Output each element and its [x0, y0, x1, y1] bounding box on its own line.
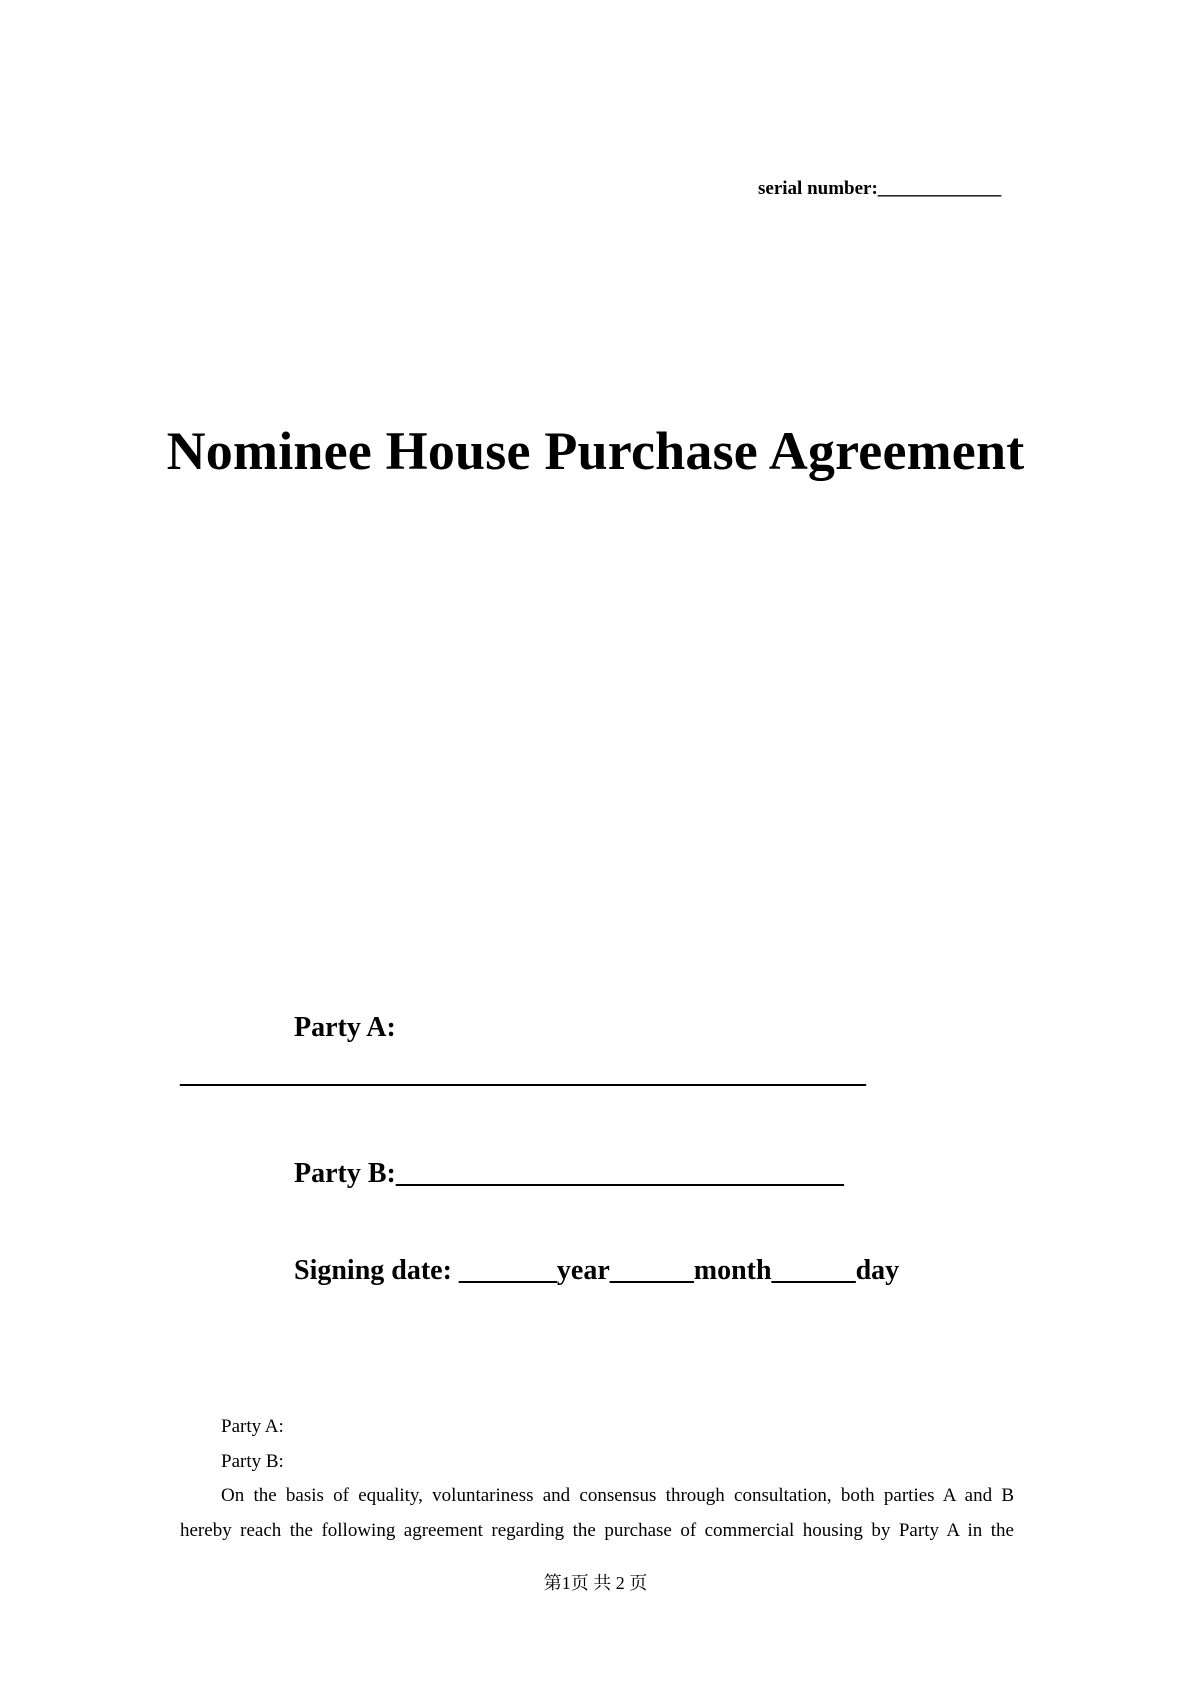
party-a-blank-line: _________________________________________________: [180, 1058, 866, 1089]
page-number-footer: 第1页 共 2 页: [543, 1573, 648, 1593]
agreement-paragraph-line-2: hereby reach the following agreement regarding the purchase of commercial housing by Party A in the: [180, 1520, 1014, 1541]
signing-date-field: Signing date: _______year______month______day: [294, 1255, 900, 1286]
body-party-b: Party B:: [221, 1451, 284, 1472]
document-title: Nominee House Purchase Agreement: [166, 421, 1025, 481]
body-party-a: Party A:: [221, 1416, 284, 1437]
agreement-paragraph-line-1: On the basis of equality, voluntariness and consensus through consultation, both parties A and B: [221, 1485, 1014, 1506]
serial-number-field: serial number:_____________: [758, 178, 1002, 199]
party-b-field: Party B:________________________________: [294, 1158, 844, 1189]
party-a-label: Party A:: [294, 1012, 396, 1043]
